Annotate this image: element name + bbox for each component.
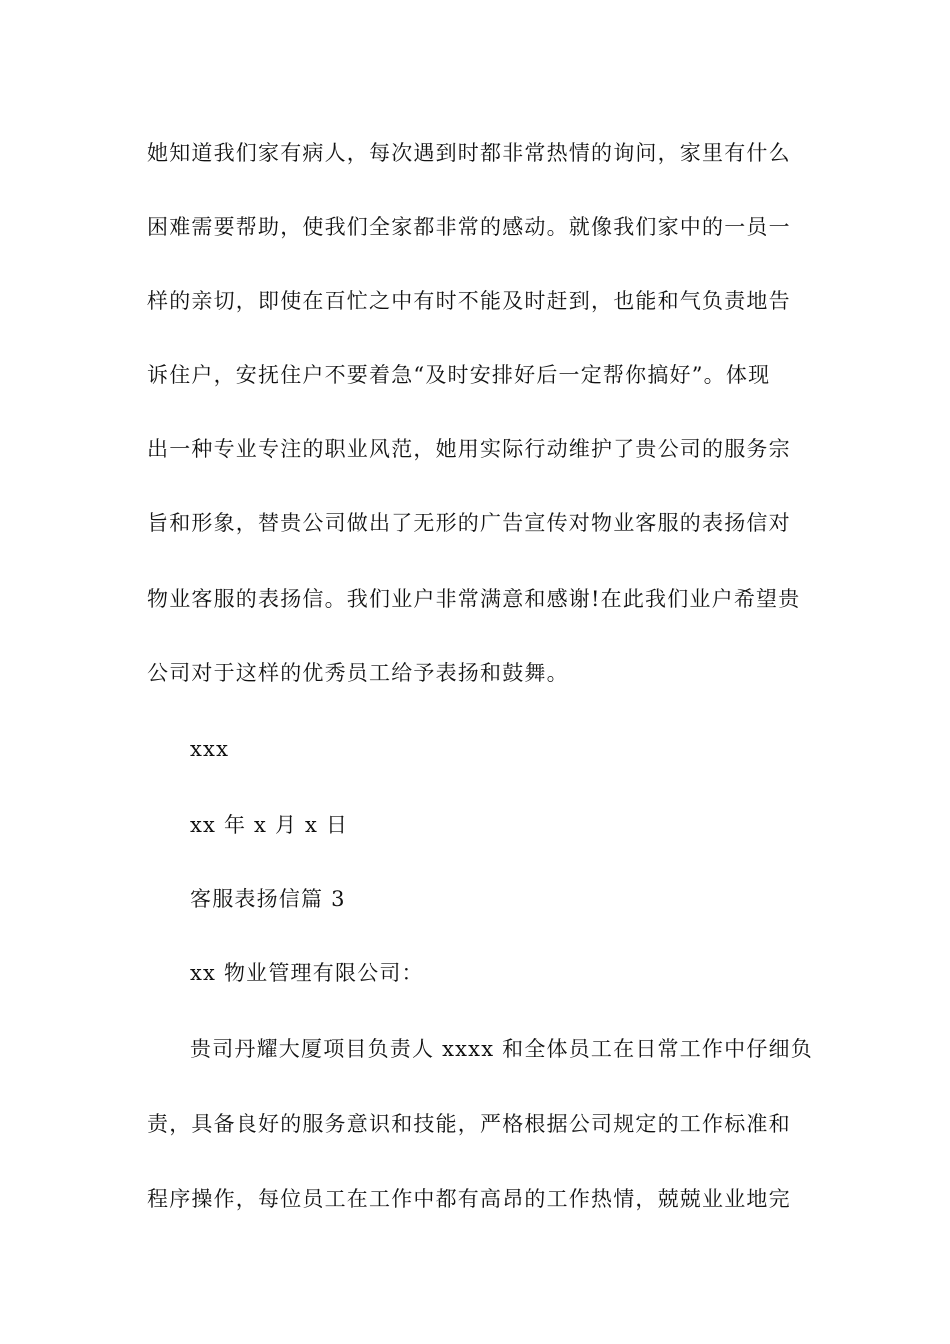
body-text-line: 责，具备良好的服务意识和技能，严格根据公司规定的工作标准和 bbox=[147, 1112, 791, 1136]
body-text-line: 诉住户，安抚住户不要着急“及时安排好后一定帮你搞好”。体现 bbox=[147, 363, 771, 387]
body-text-line: 出一种专业专注的职业风范，她用实际行动维护了贵公司的服务宗 bbox=[147, 437, 791, 461]
body-text-line: 她知道我们家有病人，每次遇到时都非常热情的询问，家里有什么 bbox=[147, 141, 791, 165]
body-text-line: 公司对于这样的优秀员工给予表扬和鼓舞。 bbox=[147, 661, 569, 685]
addressee: xx 物业管理有限公司： bbox=[190, 961, 424, 985]
section-title: 客服表扬信篇 3 bbox=[190, 887, 346, 911]
body-text-line: 样的亲切，即使在百忙之中有时不能及时赶到，也能和气负责地告 bbox=[147, 289, 791, 313]
date: xx 年 x 月 x 日 bbox=[190, 813, 349, 837]
body-text-line: 贵司丹耀大厦项目负责人 xxxx 和全体员工在日常工作中仔细负 bbox=[190, 1037, 813, 1061]
body-text-line: 物业客服的表扬信。我们业户非常满意和感谢!在此我们业户希望贵 bbox=[147, 587, 801, 611]
body-text-line: 程序操作，每位员工在工作中都有高昂的工作热情，兢兢业业地完 bbox=[147, 1187, 791, 1211]
body-text-line: 困难需要帮助，使我们全家都非常的感动。就像我们家中的一员一 bbox=[147, 215, 791, 239]
body-text-line: 旨和形象，替贵公司做出了无形的广告宣传对物业客服的表扬信对 bbox=[147, 511, 791, 535]
signature: xxx bbox=[190, 737, 230, 761]
